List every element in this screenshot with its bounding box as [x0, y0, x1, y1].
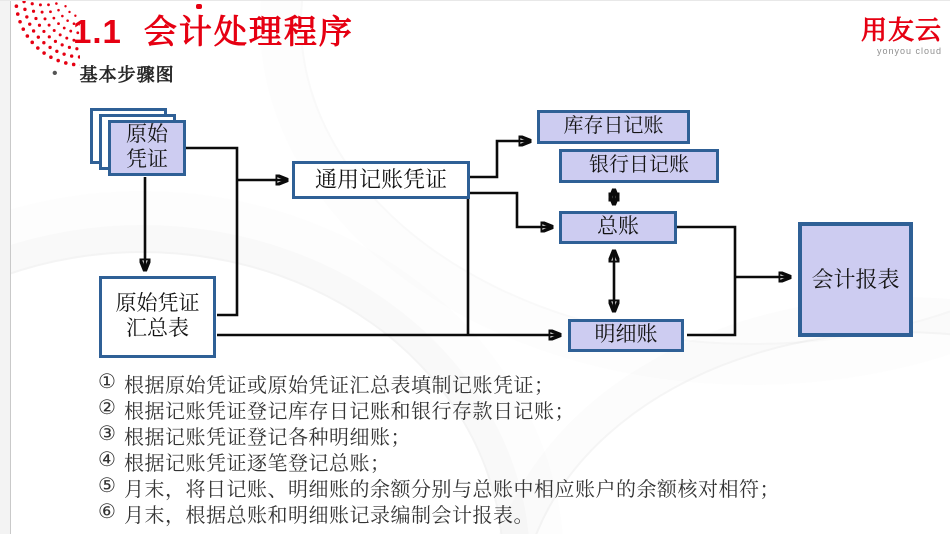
subtitle-text: 基本步骤图	[79, 65, 175, 85]
step-text: 根据记账凭证逐笔登记总账；	[124, 453, 391, 475]
step-marker: ④	[98, 449, 116, 471]
step-marker: ⑤	[98, 475, 116, 497]
box-label: 会计报表	[811, 266, 900, 292]
section-number: 1.1	[73, 13, 122, 50]
step-item	[98, 395, 780, 421]
step-marker: ②	[98, 397, 116, 419]
yonyou-cloud-logo	[861, 17, 942, 56]
logo-subtext: yonyou cloud	[876, 46, 942, 56]
step-marker: ①	[98, 371, 116, 393]
box-label: 汇总表	[126, 317, 189, 340]
step-text: 根据记账凭证登记各种明细账；	[124, 427, 411, 449]
step-item	[98, 421, 780, 447]
box-bank-journal	[559, 149, 719, 183]
step-marker: ③	[98, 423, 116, 445]
box-label: 原始	[126, 123, 168, 147]
step-item	[98, 369, 780, 395]
box-general-ledger	[559, 211, 677, 244]
box-label: 银行日记账	[589, 154, 689, 177]
step-text: 月末，根据总账和明细账记录编制会计报表。	[124, 505, 534, 527]
box-financial-statements	[798, 222, 913, 337]
steps-list	[98, 369, 780, 525]
arrow-to-inventory-journal	[470, 141, 531, 177]
box-subsidiary-ledger	[568, 319, 684, 352]
box-label: 明细账	[594, 323, 658, 347]
logo-text: 用友云	[860, 15, 942, 45]
box-voucher-summary	[99, 276, 216, 358]
line-ledgers-merge	[677, 227, 735, 335]
box-inventory-journal	[537, 110, 690, 144]
step-item	[98, 499, 780, 525]
step-item	[98, 447, 780, 473]
box-label: 库存日记账	[563, 115, 664, 138]
box-label: 原始凭证	[115, 292, 200, 316]
step-marker: ⑥	[98, 501, 116, 523]
step-item	[98, 473, 780, 499]
subtitle	[52, 61, 175, 87]
box-label: 通用记账凭证	[314, 167, 447, 193]
step-text: 根据记账凭证登记库存日记账和银行存款日记账；	[124, 401, 575, 423]
bullet-dot: •	[52, 65, 58, 82]
step-text: 月末，将日记账、明细账的余额分别与总账中相应账户的余额核对相符；	[124, 479, 780, 501]
box-original-voucher	[108, 120, 186, 176]
step-text: 根据原始凭证或原始凭证汇总表填制记账凭证；	[124, 375, 555, 397]
box-label: 凭证	[126, 148, 168, 171]
title-text: 会计处理程序	[143, 13, 354, 50]
page-title	[73, 6, 354, 53]
box-general-voucher	[292, 161, 470, 199]
box-label: 总账	[597, 215, 639, 239]
arrow-to-general-ledger	[470, 193, 553, 227]
